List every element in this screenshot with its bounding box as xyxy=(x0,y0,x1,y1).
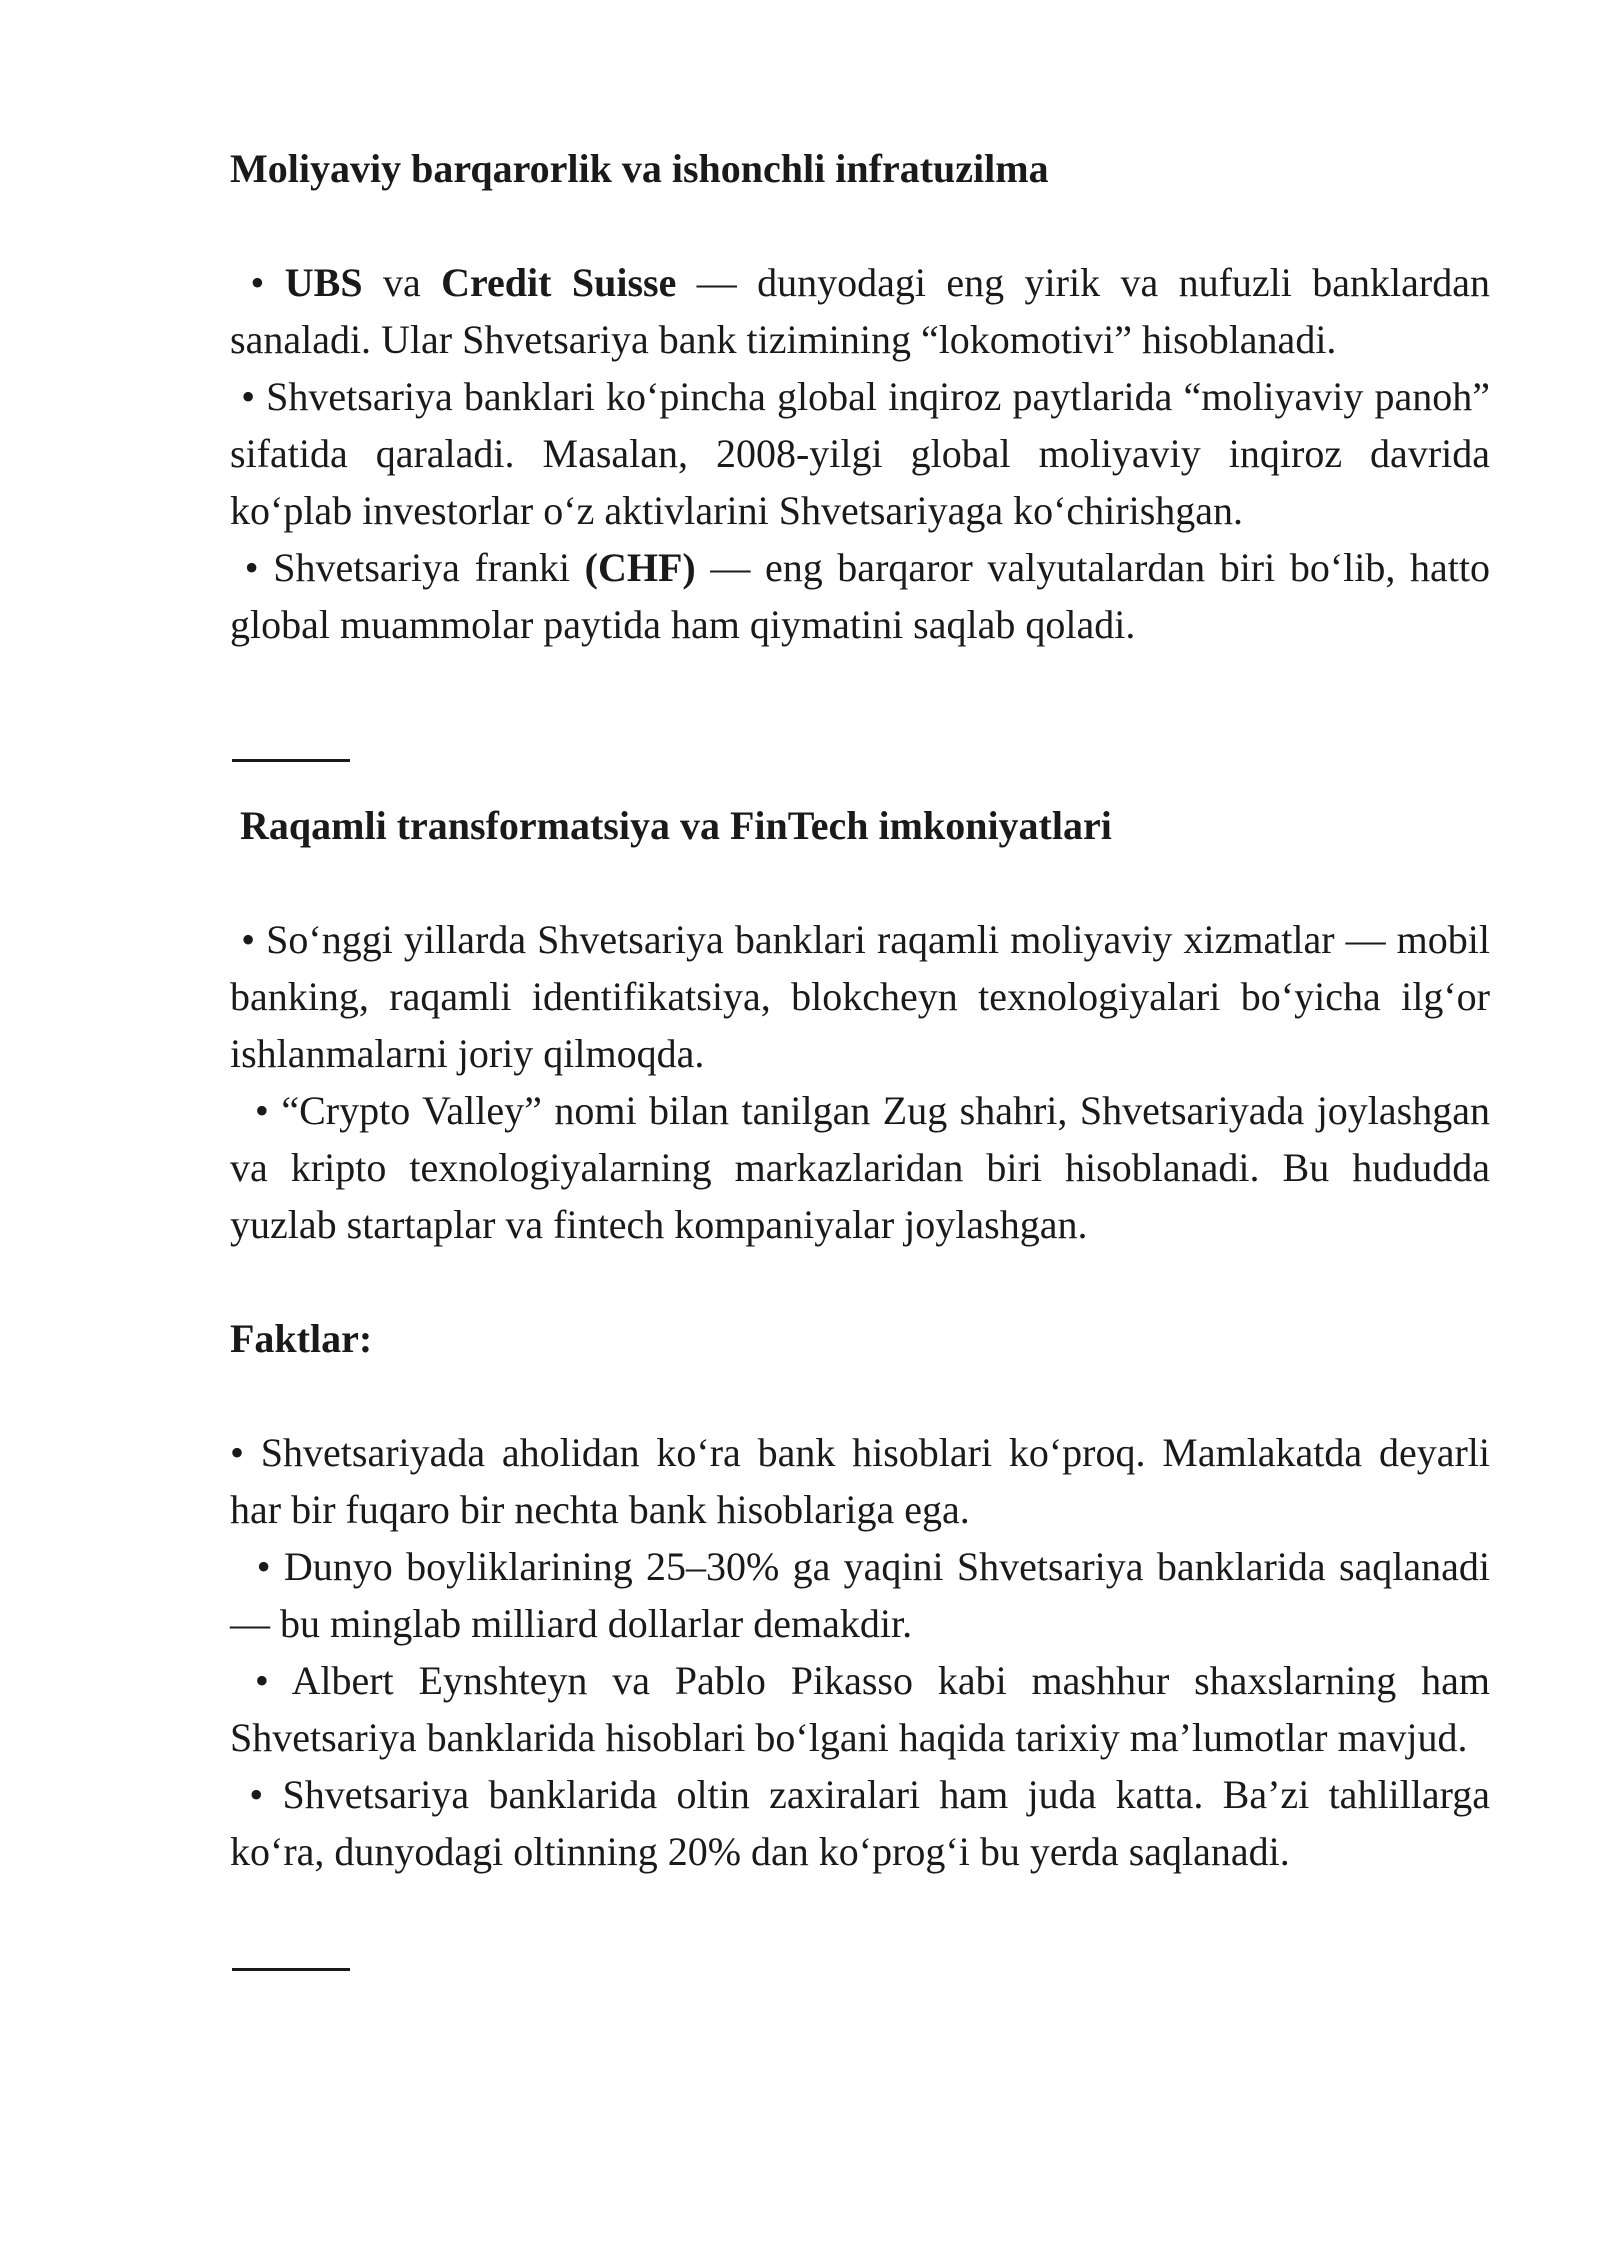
bullet-bank-accounts: • Shvetsariyada aholidan ko‘ra bank hisoblari ko‘proq. Mamlakatda deyarli har bir fuqaro bir nechta bank hisoblariga ega. xyxy=(230,1430,1500,1532)
chf-label: (CHF) xyxy=(584,545,696,590)
bullet-ubs-credit-suisse xyxy=(230,254,1500,368)
bullet-safe-haven: • Shvetsariya banklari ko‘pincha global inqiroz paytlarida “moliyaviy panoh” sifatida qaraladi. Masalan, 2008-yilgi global moliyaviy inqiroz davrida ko‘plab investorlar o‘z aktivlarini Shvetsariyaga ko‘chirishgan. xyxy=(230,374,1500,533)
section-title-stability: Moliyaviy barqarorlik va ishonchli infratuzilma xyxy=(230,146,1049,191)
section-title-facts: Faktlar: xyxy=(230,1316,373,1361)
bullet-text: — eng barqaror valyutalardan biri bo‘lib, hatto global muammolar paytida ham qiymatini saqlab qoladi. xyxy=(230,545,1501,647)
bullet-crypto-valley: • “Crypto Valley” nomi bilan tanilgan Zug shahri, Shvetsariyada joylashgan va kripto texnologiyalarning markazlaridan biri hisoblanadi. Bu hududda yuzlab startaplar va fintech kompaniyalar joylashgan. xyxy=(230,1088,1500,1247)
bullet-swiss-franc xyxy=(230,539,1501,653)
credit-suisse-name: Credit Suisse xyxy=(441,260,677,305)
ubs-name: UBS xyxy=(284,260,363,305)
bullet-prefix: • Shvetsariya franki xyxy=(230,545,585,590)
section-title-fintech: Raqamli transformatsiya va FinTech imkoniyatlari xyxy=(240,803,1112,848)
spacer xyxy=(230,197,1490,254)
spacer xyxy=(230,762,1490,797)
bullet-gold-reserves: • Shvetsariya banklarida oltin zaxiralari ham juda katta. Ba’zi tahlillarga ko‘ra, dunyodagi oltinning 20% dan ko‘prog‘i bu yerda saqlanadi. xyxy=(230,1772,1500,1874)
document-page xyxy=(230,140,1501,1971)
spacer xyxy=(230,653,1490,759)
bullet-digital-services: • So‘nggi yillarda Shvetsariya banklari raqamli moliyaviy xizmatlar — mobil banking, raqamli identifikatsiya, blokcheyn texnologiyalari bo‘yicha ilg‘or ishlanmalarni joriy qilmoqda. xyxy=(230,917,1501,1076)
bullet-text: — dunyodagi eng yirik va nufuzli banklardan sanaladi. Ular Shvetsariya bank tizimining “lokomotivi” hisoblanadi. xyxy=(230,260,1500,362)
bullet-world-wealth: • Dunyo boyliklarining 25–30% ga yaqini Shvetsariya banklarida saqlanadi — bu minglab milliard dollarlar demakdir. xyxy=(230,1544,1501,1646)
spacer xyxy=(230,1367,1490,1424)
bullet-famous-clients: • Albert Eynshteyn va Pablo Pikasso kabi mashhur shaxslarning ham Shvetsariya banklarida hisoblari bo‘lgani haqida tarixiy ma’lumotlar mavjud. xyxy=(230,1658,1501,1760)
bullet-prefix: • xyxy=(230,260,285,305)
section-divider xyxy=(232,1968,350,1971)
spacer xyxy=(230,1880,1490,1968)
spacer xyxy=(230,854,1490,911)
conjunction: va xyxy=(362,260,442,305)
spacer xyxy=(230,1253,1490,1310)
